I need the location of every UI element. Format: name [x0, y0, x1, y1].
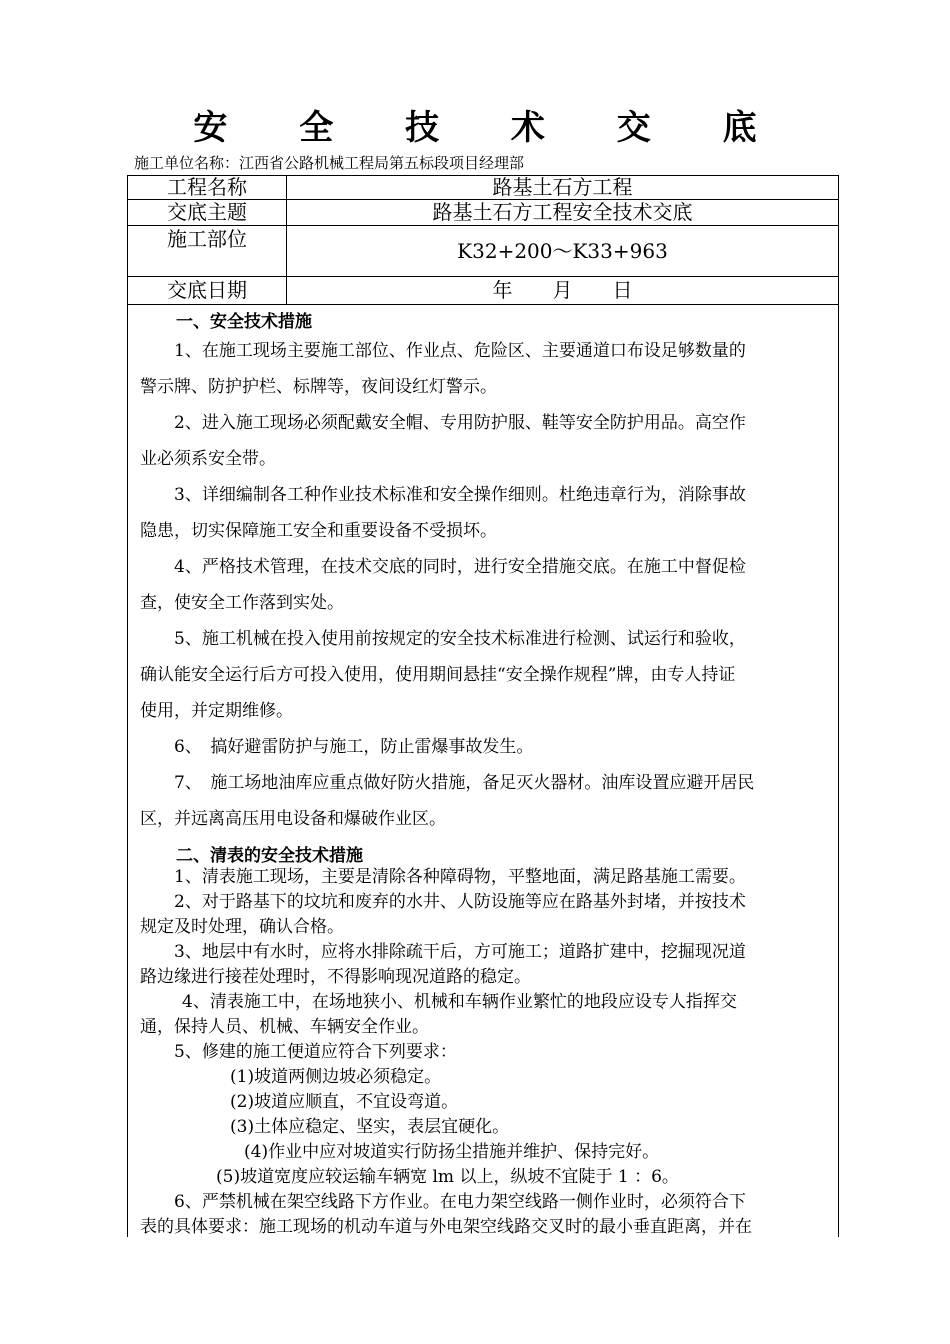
section1-item-7-line-2: 区，并远离高压用电设备和爆破作业区。: [140, 809, 446, 829]
section1-item-2-line-2: 业必须系安全带。: [140, 449, 276, 469]
section1-item-5-line-3: 使用，并定期维修。: [140, 701, 293, 721]
disclosure-table: [127, 175, 839, 1237]
value-location: K32+200～K33+963: [457, 239, 668, 263]
section1-item-5: [140, 621, 830, 729]
section2-line: (5)坡道宽度应较运输车辆宽 lm 以上，纵坡不宜陡于 1 ：6。: [216, 1167, 679, 1187]
section1-item-5-line-1: 5、施工机械在投入使用前按规定的安全技术标准进行检测、试运行和验收，: [174, 629, 746, 649]
value-project-name: 路基土石方工程: [492, 175, 633, 199]
section2-line: 1、清表施工现场，主要是清除各种障碍物，平整地面，满足路基施工需要。: [174, 867, 746, 887]
row-project-name: [128, 176, 838, 200]
section2-line: (3)土体应稳定、坚实，表层宜硬化。: [230, 1117, 510, 1137]
section2-line: 4、清表施工中，在场地狭小、机械和车辆作业繁忙的地段应设专人指挥交: [182, 992, 737, 1012]
section1-item-1-line-1: 1、在施工现场主要施工部位、作业点、危险区、主要通道口布设足够数量的: [174, 341, 746, 361]
section1-item-6-line-1: 6、 搞好避雷防护与施工，防止雷爆事故发生。: [174, 737, 534, 757]
section2-line: 表的具体要求：施工现场的机动车道与外电架空线路交叉时的最小垂直距离，并在: [140, 1217, 752, 1237]
section2-line: 3、地层中有水时，应将水排除疏干后，方可施工；道路扩建中，挖掘现况道: [174, 942, 746, 962]
row-subject: [128, 200, 838, 226]
section1-item-7: [140, 765, 830, 837]
construction-unit: 施工单位名称：江西省公路机械工程局第五标段项目经理部: [134, 154, 525, 172]
section2-body: [140, 865, 830, 1240]
document-title: 安 全 技 术 交 底: [193, 108, 787, 148]
section2-line: 6、严禁机械在架空线路下方作业。在电力架空线路一侧作业时，必须符合下: [174, 1192, 746, 1212]
section2-line: (2)坡道应顺直，不宜设弯道。: [230, 1092, 459, 1112]
row-location: [128, 226, 838, 277]
section2-line: 5、修建的施工便道应符合下列要求：: [174, 1042, 457, 1062]
section2-line: 通，保持人员、机械、车辆安全作业。: [140, 1017, 429, 1037]
label-subject: 交底主题: [128, 200, 287, 225]
section1-item-4-line-1: 4、严格技术管理，在技术交底的同时，进行安全措施交底。在施工中督促检: [174, 557, 746, 577]
section1-item-2-line-1: 2、进入施工现场必须配戴安全帽、专用防护服、鞋等安全防护用品。高空作: [174, 413, 746, 433]
section2-line: (1)坡道两侧边坡必须稳定。: [230, 1067, 442, 1087]
section2-line: (4)作业中应对坡道实行防扬尘措施并维护、保持完好。: [244, 1142, 660, 1162]
section1-item-3-line-2: 隐患，切实保障施工安全和重要设备不受损坏。: [140, 521, 497, 541]
label-date: 交底日期: [128, 277, 287, 304]
section1-item-5-line-2: 确认能安全运行后方可投入使用，使用期间悬挂“安全操作规程”牌，由专人持证: [140, 665, 736, 685]
value-date: 年 月 日: [492, 278, 633, 302]
section2-line: 2、对于路基下的坟坑和废弃的水井、人防设施等应在路基外封堵，并按技术: [174, 892, 746, 912]
section1-item-4-line-2: 查，使安全工作落到实处。: [140, 593, 344, 613]
section1-item-1-line-2: 警示牌、防护护栏、标牌等，夜间设红灯警示。: [140, 377, 497, 397]
section1-item-3-line-1: 3、详细编制各工种作业技术标准和安全操作细则。杜绝违章行为，消除事故: [174, 485, 746, 505]
section1-item-3: [140, 477, 830, 549]
label-project-name: 工程名称: [128, 176, 287, 199]
section1-item-7-line-1: 7、 施工场地油库应重点做好防火措施，备足灭火器材。油库设置应避开居民: [174, 773, 755, 793]
section1-item-6: [140, 729, 830, 765]
section2-line: 规定及时处理，确认合格。: [140, 917, 344, 937]
section1-heading: 一、安全技术措施: [176, 312, 312, 332]
section1-item-1: [140, 333, 830, 405]
value-subject: 路基土石方工程安全技术交底: [432, 200, 693, 224]
section2-heading: 二、清表的安全技术措施: [176, 846, 363, 866]
row-date: [128, 277, 838, 305]
section1-item-2: [140, 405, 830, 477]
section1-item-4: [140, 549, 830, 621]
label-location: 施工部位: [128, 226, 287, 276]
section2-line: 路边缘进行接茬处理时，不得影响现况道路的稳定。: [140, 967, 531, 987]
